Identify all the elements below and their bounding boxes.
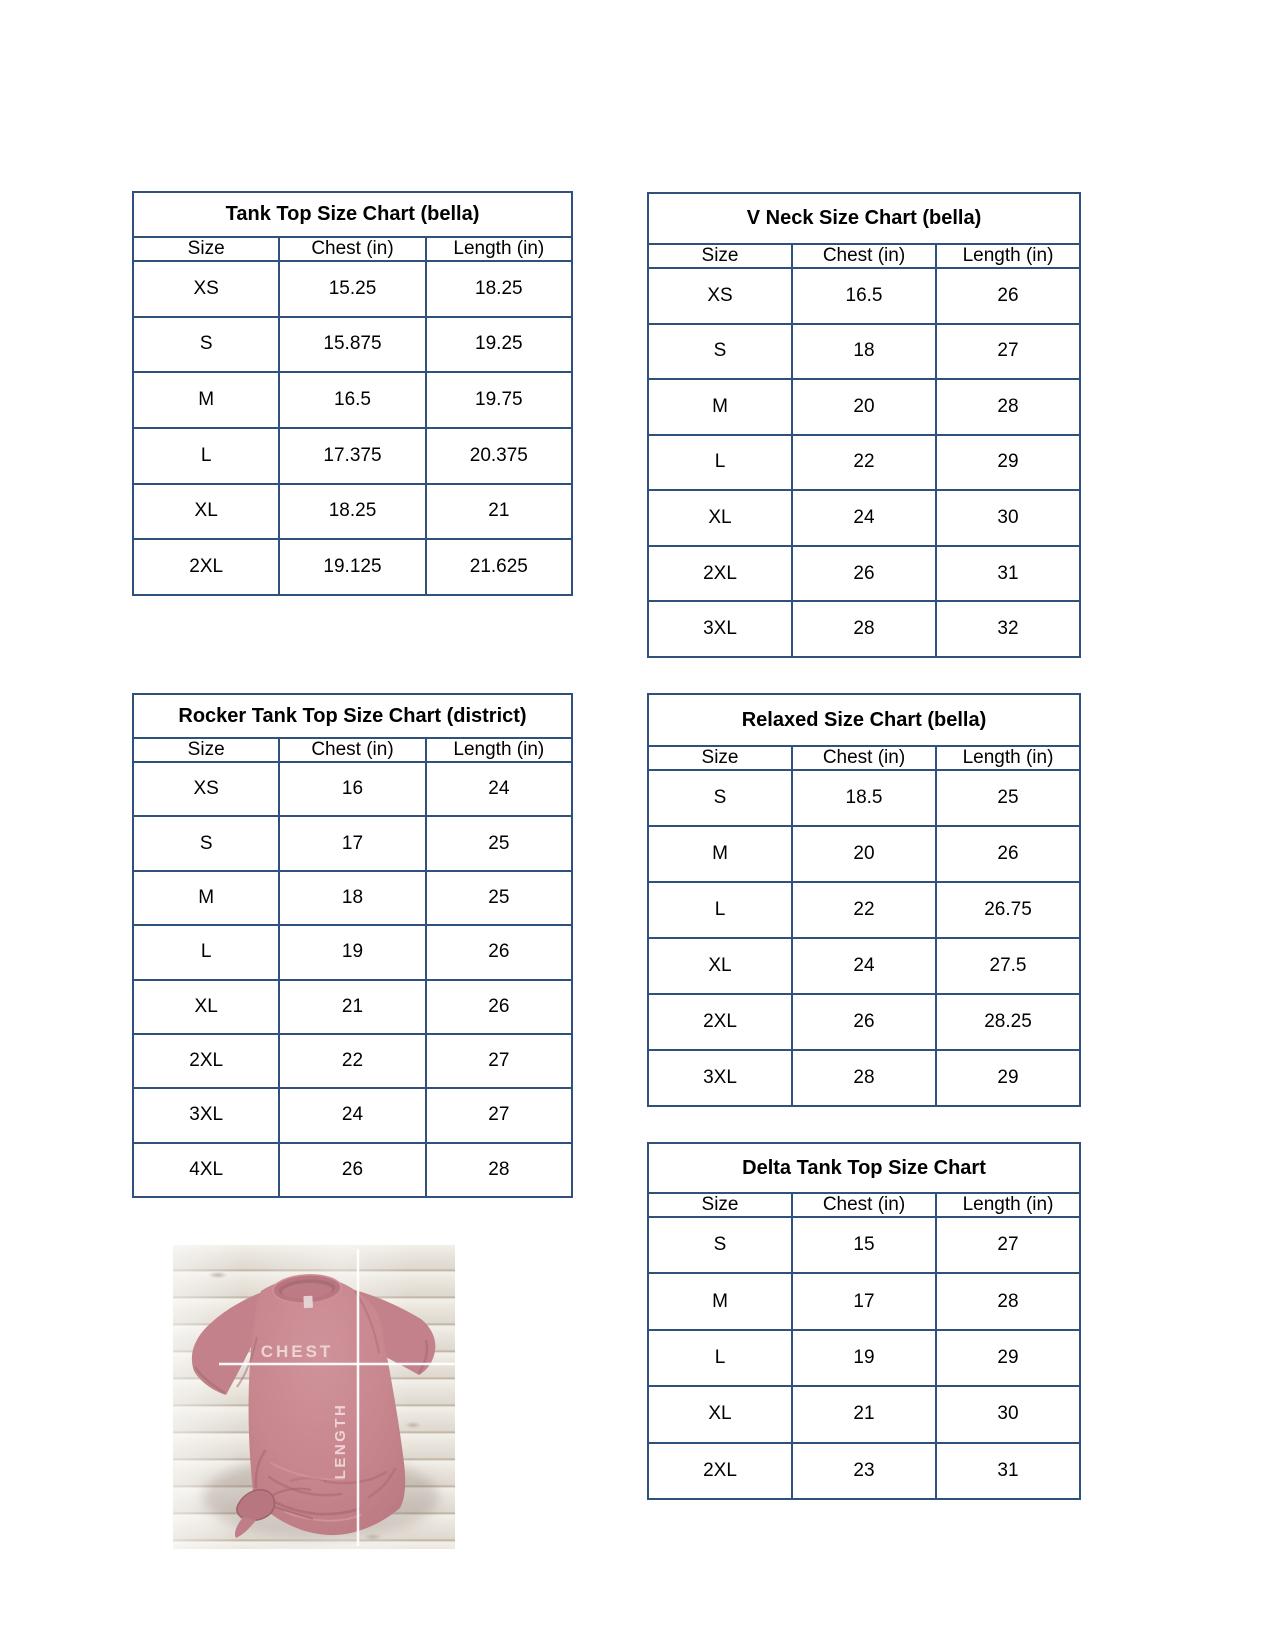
size-cell: 2XL (648, 994, 792, 1050)
length-cell: 28 (936, 1273, 1080, 1329)
chest-cell: 20 (792, 379, 936, 435)
shirt-mockup-graphic (173, 1245, 455, 1549)
size-row (648, 770, 1080, 826)
size-row (133, 317, 572, 373)
shirt-measurement-photo (173, 1245, 455, 1549)
v-neck-size-table (647, 192, 1081, 658)
size-row (648, 379, 1080, 435)
chest-cell: 15.875 (279, 317, 425, 373)
chest-cell: 28 (792, 1050, 936, 1106)
size-row (133, 261, 572, 317)
chest-cell: 15.25 (279, 261, 425, 317)
chest-cell: 17 (792, 1273, 936, 1329)
delta-tank-top-size-table (647, 1142, 1081, 1500)
length-cell: 26.75 (936, 882, 1080, 938)
header-row (648, 244, 1080, 268)
size-row (648, 1386, 1080, 1442)
chest-cell: 22 (792, 882, 936, 938)
column-header: Size (648, 746, 792, 770)
chest-cell: 17 (279, 816, 425, 870)
size-cell: L (648, 435, 792, 491)
length-cell: 30 (936, 1386, 1080, 1442)
length-cell: 29 (936, 1050, 1080, 1106)
length-cell: 25 (936, 770, 1080, 826)
size-row (648, 1050, 1080, 1106)
chest-cell: 21 (279, 980, 425, 1034)
size-cell: XL (133, 484, 279, 540)
size-row (133, 539, 572, 595)
size-cell: 2XL (133, 1034, 279, 1088)
length-cell: 21.625 (426, 539, 572, 595)
size-cell: S (133, 816, 279, 870)
length-cell: 26 (426, 925, 572, 979)
size-cell: M (648, 379, 792, 435)
chest-cell: 15 (792, 1217, 936, 1273)
header-row (133, 738, 572, 762)
size-row (648, 1443, 1080, 1499)
size-row (648, 435, 1080, 491)
length-cell: 28 (426, 1143, 572, 1197)
length-cell: 30 (936, 490, 1080, 546)
column-header: Size (648, 1193, 792, 1217)
chest-cell: 24 (792, 490, 936, 546)
size-cell: S (648, 770, 792, 826)
size-cell: XL (648, 1386, 792, 1442)
length-cell: 28 (936, 379, 1080, 435)
column-header: Size (648, 244, 792, 268)
header-row (133, 237, 572, 261)
chest-cell: 24 (279, 1088, 425, 1142)
size-row (648, 938, 1080, 994)
size-cell: 2XL (648, 546, 792, 602)
size-cell: S (648, 324, 792, 380)
column-header: Chest (in) (792, 244, 936, 268)
size-cell: 3XL (133, 1088, 279, 1142)
chest-cell: 18.25 (279, 484, 425, 540)
header-row (648, 1193, 1080, 1217)
length-cell: 26 (426, 980, 572, 1034)
chest-cell: 22 (279, 1034, 425, 1088)
size-cell: 2XL (648, 1443, 792, 1499)
size-cell: 3XL (648, 601, 792, 657)
length-cell: 21 (426, 484, 572, 540)
length-cell: 27 (936, 1217, 1080, 1273)
size-table-grid (132, 236, 573, 596)
size-row (133, 1143, 572, 1197)
size-table-grid (647, 1192, 1081, 1500)
column-header: Length (in) (426, 738, 572, 762)
length-cell: 25 (426, 871, 572, 925)
size-row (133, 1034, 572, 1088)
length-cell: 18.25 (426, 261, 572, 317)
chest-cell: 16.5 (792, 268, 936, 324)
length-cell: 26 (936, 826, 1080, 882)
chest-cell: 24 (792, 938, 936, 994)
size-cell: L (133, 428, 279, 484)
size-row (648, 882, 1080, 938)
size-row (133, 428, 572, 484)
size-row (133, 484, 572, 540)
chest-cell: 21 (792, 1386, 936, 1442)
size-row (648, 1330, 1080, 1386)
chest-cell: 19 (279, 925, 425, 979)
size-cell: 2XL (133, 539, 279, 595)
length-cell: 20.375 (426, 428, 572, 484)
length-cell: 19.75 (426, 372, 572, 428)
relaxed-size-table (647, 693, 1081, 1107)
chest-cell: 26 (279, 1143, 425, 1197)
size-cell: XL (648, 490, 792, 546)
column-header: Length (in) (936, 244, 1080, 268)
length-cell: 31 (936, 1443, 1080, 1499)
chest-cell: 22 (792, 435, 936, 491)
chest-cell: 20 (792, 826, 936, 882)
size-row (133, 980, 572, 1034)
size-cell: S (648, 1217, 792, 1273)
size-row (648, 826, 1080, 882)
column-header: Chest (in) (792, 746, 936, 770)
size-cell: 3XL (648, 1050, 792, 1106)
length-cell: 29 (936, 1330, 1080, 1386)
size-row (133, 871, 572, 925)
table-title: Delta Tank Top Size Chart (647, 1142, 1081, 1192)
column-header: Length (in) (936, 746, 1080, 770)
size-cell: M (133, 372, 279, 428)
size-table-grid (647, 745, 1081, 1107)
size-table-grid (647, 243, 1081, 658)
length-cell: 19.25 (426, 317, 572, 373)
chest-cell: 17.375 (279, 428, 425, 484)
size-row (648, 268, 1080, 324)
column-header: Size (133, 237, 279, 261)
length-cell: 28.25 (936, 994, 1080, 1050)
length-cell: 27 (936, 324, 1080, 380)
size-row (133, 762, 572, 816)
size-cell: XL (648, 938, 792, 994)
chest-cell: 19 (792, 1330, 936, 1386)
size-cell: XS (648, 268, 792, 324)
chest-cell: 19.125 (279, 539, 425, 595)
length-cell: 25 (426, 816, 572, 870)
chest-cell: 23 (792, 1443, 936, 1499)
table-title: Relaxed Size Chart (bella) (647, 693, 1081, 745)
size-cell: 4XL (133, 1143, 279, 1197)
length-label: LENGTH (332, 1402, 349, 1480)
size-cell: M (133, 871, 279, 925)
size-cell: L (648, 1330, 792, 1386)
size-table-grid (132, 737, 573, 1198)
size-row (133, 816, 572, 870)
size-row (648, 490, 1080, 546)
size-row (648, 324, 1080, 380)
rocker-tank-top-size-table (132, 693, 573, 1198)
tank-top-size-table (132, 191, 573, 596)
length-cell: 29 (936, 435, 1080, 491)
header-row (648, 746, 1080, 770)
size-cell: S (133, 317, 279, 373)
column-header: Chest (in) (279, 738, 425, 762)
size-row (133, 372, 572, 428)
size-cell: M (648, 826, 792, 882)
chest-cell: 16 (279, 762, 425, 816)
length-cell: 24 (426, 762, 572, 816)
size-row (133, 925, 572, 979)
column-header: Chest (in) (792, 1193, 936, 1217)
size-row (648, 994, 1080, 1050)
size-row (648, 1217, 1080, 1273)
table-title: V Neck Size Chart (bella) (647, 192, 1081, 243)
chest-cell: 26 (792, 546, 936, 602)
size-cell: XS (133, 261, 279, 317)
length-cell: 27 (426, 1034, 572, 1088)
chest-cell: 18.5 (792, 770, 936, 826)
table-title: Rocker Tank Top Size Chart (district) (132, 693, 573, 737)
chest-label: CHEST (260, 1342, 334, 1361)
chest-cell: 18 (279, 871, 425, 925)
size-cell: L (648, 882, 792, 938)
size-row (648, 601, 1080, 657)
chest-cell: 18 (792, 324, 936, 380)
column-header: Length (in) (936, 1193, 1080, 1217)
size-cell: M (648, 1273, 792, 1329)
length-cell: 32 (936, 601, 1080, 657)
chest-cell: 28 (792, 601, 936, 657)
chest-cell: 26 (792, 994, 936, 1050)
length-cell: 31 (936, 546, 1080, 602)
size-row (648, 546, 1080, 602)
size-cell: XL (133, 980, 279, 1034)
chest-cell: 16.5 (279, 372, 425, 428)
size-row (648, 1273, 1080, 1329)
table-title: Tank Top Size Chart (bella) (132, 191, 573, 236)
column-header: Length (in) (426, 237, 572, 261)
column-header: Chest (in) (279, 237, 425, 261)
length-cell: 27 (426, 1088, 572, 1142)
size-cell: XS (133, 762, 279, 816)
size-row (133, 1088, 572, 1142)
neck-tag (303, 1296, 313, 1308)
length-cell: 26 (936, 268, 1080, 324)
column-header: Size (133, 738, 279, 762)
length-cell: 27.5 (936, 938, 1080, 994)
size-cell: L (133, 925, 279, 979)
